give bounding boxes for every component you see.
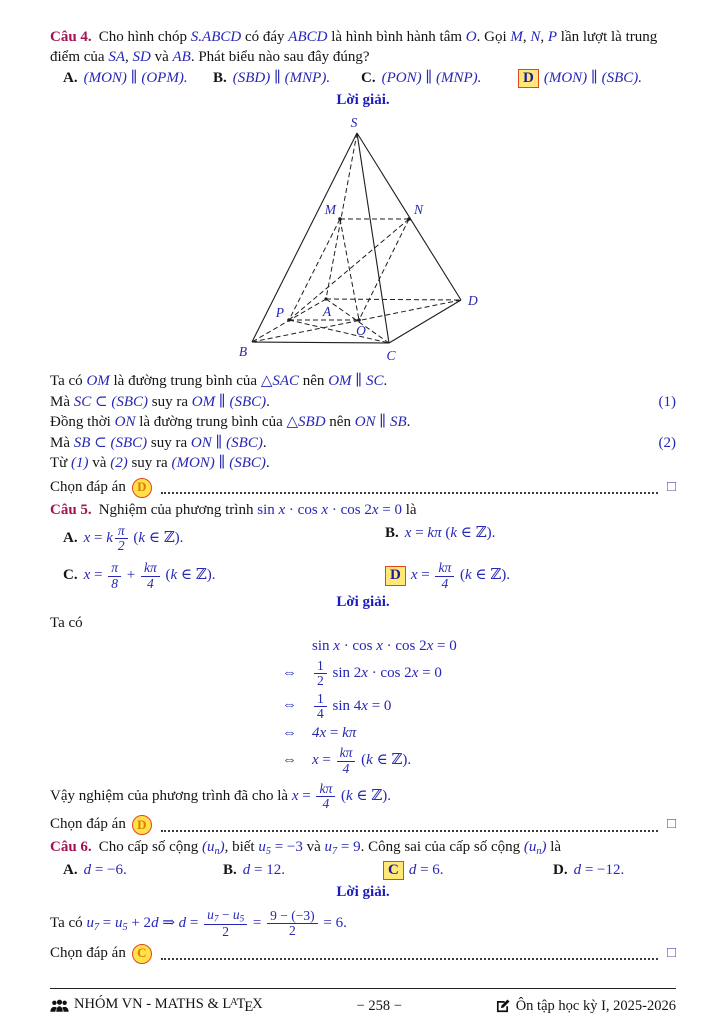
- answer-circle-badge: D: [132, 478, 152, 498]
- q4-answer-line: [50, 478, 676, 498]
- vertex-label-m: M: [324, 202, 336, 217]
- q5-option-a: A. x = k $\frac{\pi}{2}$ (k ∈ ℤ).: [63, 523, 184, 554]
- q5-loigiai-heading: Lời giải.: [336, 593, 390, 610]
- q6-stem: [50, 838, 676, 858]
- q4-solution-line: Đồng thời ON là đường trung bình của △SBD nên ON ∥ SB.: [50, 414, 411, 430]
- qed-square: □: [666, 478, 676, 495]
- q4-solution-line: Mà SB ⊂ (SBC) suy ra ON ∥ (SBC). (2): [50, 434, 676, 454]
- q4-option-d-correct: D (MON) ∥ (SBC).: [518, 69, 676, 89]
- q5-label: Câu 5.: [50, 501, 92, 518]
- iff-symbol: ⇔: [282, 697, 297, 714]
- dotted-leader: [161, 481, 658, 494]
- vertex-label-b: B: [238, 344, 248, 359]
- q4-option-c: C. (PON) ∥ (MNP).: [361, 70, 482, 86]
- eq-tag-1: (1): [658, 393, 676, 410]
- q4-label: Câu 4.: [50, 29, 92, 45]
- dotted-leader: [161, 819, 658, 832]
- q4-stem: [50, 28, 676, 67]
- pyramid-svg: [228, 114, 508, 366]
- q5-solution-intro: Ta có: [50, 615, 83, 632]
- answer-key-box: C: [383, 861, 404, 880]
- q6-options: [50, 861, 676, 881]
- q4-pyramid-figure: [228, 114, 508, 366]
- q5-derivation: [282, 637, 676, 776]
- vertex-label-o: O: [356, 323, 366, 338]
- footer-right: [496, 997, 676, 1016]
- q4-options: [50, 69, 676, 89]
- eq-step: ⇔ $\frac{1}{4}$ sin 4x = 0: [282, 690, 392, 721]
- q6-option-d: D. d = −12.: [553, 862, 625, 879]
- q5-option-b: B. x = kπ (k ∈ ℤ).: [385, 525, 496, 541]
- answer-circle-badge: D: [132, 815, 152, 835]
- vertex-label-c: C: [386, 348, 396, 363]
- footer-group-name: NHÓM VN - MATHS & $L^ATEX$: [74, 995, 263, 1016]
- q6-option-b: B. d = 12.: [223, 862, 285, 879]
- vertex-label-p: P: [275, 305, 284, 320]
- footer-page-number: − 258 −: [356, 997, 402, 1014]
- q6-option-c-correct: C d = 6.: [383, 861, 553, 881]
- q5-answer-line: [50, 815, 676, 835]
- eq-step: sin x · cos x · cos 2x = 0: [312, 637, 457, 654]
- vertex-label-a: A: [322, 304, 332, 319]
- q4-loigiai-heading: Lời giải.: [336, 91, 390, 108]
- q6-solution-line: Ta có u7 = u5 + 2d ⇒ d = $\frac{u7 - u5}{2}$ = $\frac{9 - (-3)}{2}$ = 6.: [50, 907, 347, 940]
- q5-option-d-correct: D x = $\frac{k\pi}{4}$ (k ∈ ℤ).: [385, 561, 676, 590]
- iff-symbol: ⇔: [282, 752, 297, 769]
- q4-solution-line: Từ (1) và (2) suy ra (MON) ∥ (SBC).: [50, 455, 270, 471]
- q6-label: Câu 6.: [50, 839, 92, 856]
- q5-conclusion: Vậy nghiệm của phương trình đã cho là x = $\frac{k\pi}{4}$ (k ∈ ℤ).: [50, 780, 391, 811]
- footer-left: [50, 995, 263, 1017]
- page-footer: [50, 988, 676, 1017]
- q4-stem-text: Cho hình chóp S.ABCD có đáy ABCD là hình bình hành tâm O. Gọi M, N, P lần lượt là trung điểm của SA, SD và AB. Phát biểu nào sau đây đúng?: [50, 29, 658, 65]
- q5-stem-text: Nghiệm của phương trình sin x · cos x · cos 2x = 0 là: [98, 501, 417, 518]
- vertex-label-n: N: [414, 202, 424, 217]
- footer-course-title: Ôn tập học kỳ I, 2025-2026: [515, 997, 676, 1014]
- q4-option-a: A. (MON) ∥ (OPM).: [63, 70, 188, 86]
- iff-symbol: ⇔: [282, 724, 297, 741]
- q5-stem: [50, 501, 676, 521]
- q4-solution-line: Ta có OM là đường trung bình của △SAC nên OM ∥ SC.: [50, 373, 388, 389]
- vertex-label-s: S: [350, 115, 358, 130]
- chon-dap-an-text: Chọn đáp án: [50, 816, 126, 833]
- vertex-label-d: D: [468, 293, 478, 308]
- question-4: [50, 28, 676, 498]
- q4-option-b: B. (SBD) ∥ (MNP).: [213, 70, 331, 86]
- eq-step: ⇔ $\frac{1}{2}$ sin 2x · cos 2x = 0: [282, 658, 442, 689]
- pencil-square-icon: [496, 998, 511, 1013]
- iff-symbol: ⇔: [282, 665, 297, 682]
- qed-square: □: [666, 816, 676, 833]
- eq-step: ⇔ 4x = kπ: [282, 724, 676, 744]
- latex-logo: $L^ATEX$: [222, 995, 263, 1016]
- question-6: [50, 838, 676, 963]
- q5-option-c: C. x = $\frac{\pi}{8}$ + $\frac{k\pi}{4}$ (k ∈ ℤ).: [63, 560, 216, 591]
- eq-tag-2: (2): [658, 434, 676, 451]
- answer-key-box: D: [518, 69, 539, 88]
- chon-dap-an-text: Chọn đáp án: [50, 944, 126, 961]
- answer-circle-badge: C: [132, 944, 152, 964]
- q6-loigiai-heading: Lời giải.: [336, 883, 390, 900]
- q6-option-a: A. d = −6.: [63, 862, 127, 879]
- q5-options: [50, 524, 676, 591]
- dotted-leader: [161, 947, 658, 960]
- q4-solution-line: Mà SC ⊂ (SBC) suy ra OM ∥ (SBC). (1): [50, 393, 676, 413]
- users-icon: [50, 999, 69, 1013]
- q6-answer-line: [50, 944, 676, 964]
- eq-step: ⇔ x = $\frac{k\pi}{4}$ (k ∈ ℤ).: [282, 745, 412, 776]
- question-5: [50, 501, 676, 836]
- chon-dap-an-text: Chọn đáp án: [50, 478, 126, 495]
- answer-key-box: D: [385, 566, 406, 585]
- q6-stem-text: Cho cấp số cộng (un), biết u5 = −3 và u7 = 9. Công sai của cấp số cộng (un) là: [98, 839, 562, 857]
- qed-square: □: [666, 944, 676, 961]
